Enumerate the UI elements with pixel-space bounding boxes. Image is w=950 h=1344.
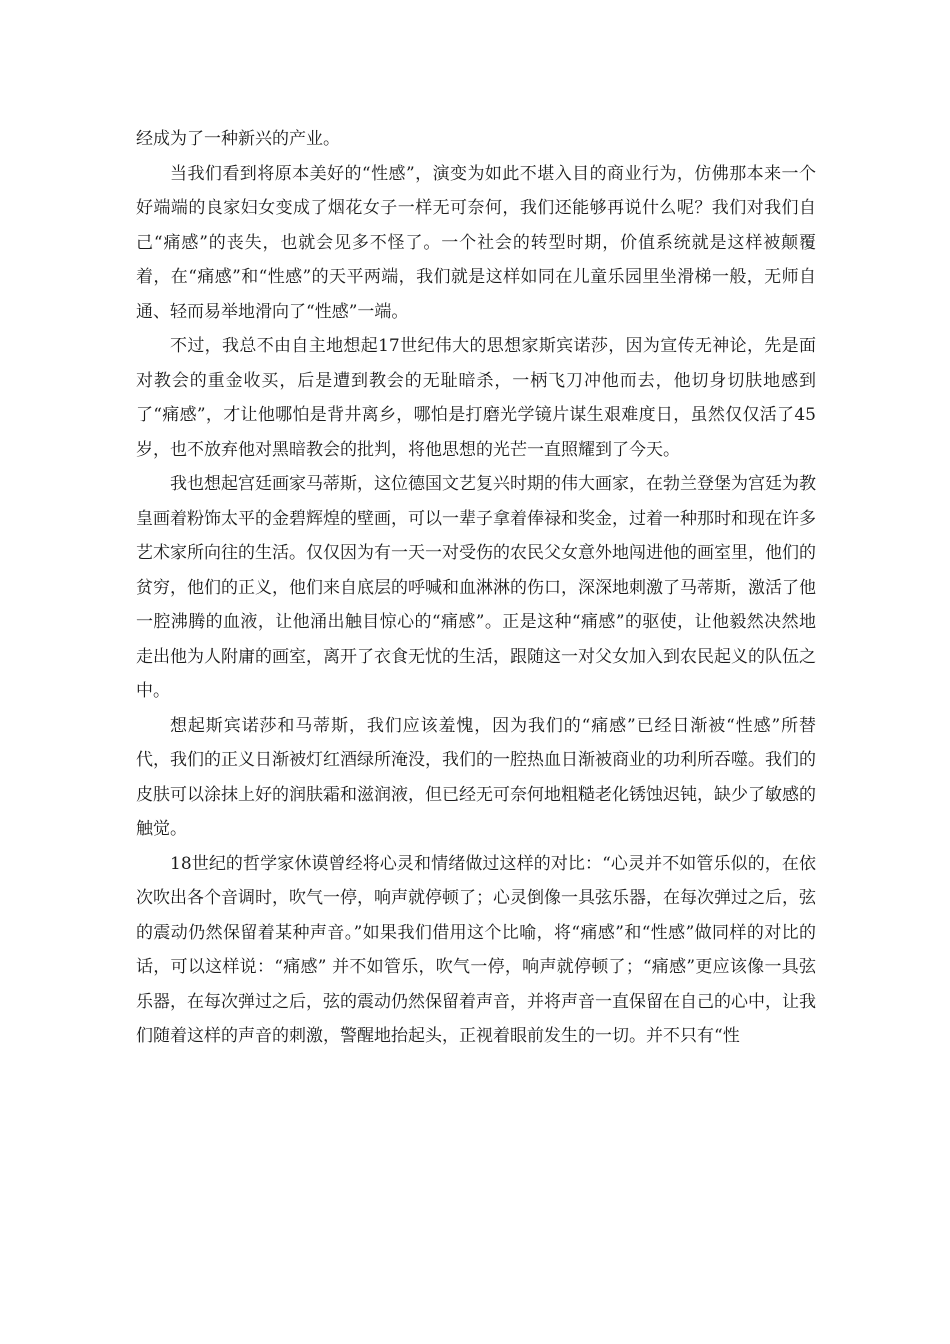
paragraph: 当我们看到将原本美好的“性感”，演变为如此不堪入目的商业行为，仿佛那本来一个好端端的良家妇女变成了烟花女子一样无可奈何，我们还能够再说什么呢？我们对我们自己“痛感”的丧失，也就会见多不怪了。一个社会的转型时期，价值系统就是这样被颠覆着，在“痛感”和“性感”的天平两端，我们就是这样如同在儿童乐园里坐滑梯一般，无师自通、轻而易举地滑向了“性感”一端。 (136, 163, 816, 322)
paragraph-continued: 经成为了一种新兴的产业。 (136, 129, 340, 149)
paragraph: 18世纪的哲学家休谟曾经将心灵和情绪做过这样的对比：“心灵并不如管乐似的，在依次吹出各个音调时，吹气一停，响声就停顿了；心灵倒像一具弦乐器，在每次弹过之后，弦的震动仍然保留着某种声音。”如果我们借用这个比喻，将“痛感”和“性感”做同样的对比的话，可以这样说：“痛感” 并不如管乐，吹气一停，响声就停顿了；“痛感”更应该像一具弦乐器，在每次弹过之后，弦的震动仍然保留着声音，并将声音一直保留在自己的心中，让我们随着这样的声音的刺激，警醒地抬起头，正视着眼前发生的一切。并不只有“性 (136, 853, 816, 1046)
paragraph: 不过，我总不由自主地想起17世纪伟大的思想家斯宾诺莎，因为宣传无神论，先是面对教会的重金收买，后是遭到教会的无耻暗杀，一柄飞刀冲他而去，他切身切肤地感到了“痛感”，才让他哪怕是背井离乡，哪怕是打磨光学镜片谋生艰难度日，虽然仅仅活了45岁，也不放弃他对黑暗教会的批判，将他思想的光芒一直照耀到了今天。 (136, 336, 816, 460)
paragraph: 我也想起宫廷画家马蒂斯，这位德国文艺复兴时期的伟大画家，在勃兰登堡为宫廷为教皇画着粉饰太平的金碧辉煌的壁画，可以一辈子拿着俸禄和奖金，过着一种那时和现在许多艺术家所向往的生活。仅仅因为有一天一对受伤的农民父女意外地闯进他的画室里，他们的贫穷，他们的正义，他们来自底层的呼喊和血淋淋的伤口，深深地刺激了马蒂斯，激活了他一腔沸腾的血液，让他涌出触目惊心的“痛感”。正是这种“痛感”的驱使，让他毅然决然地走出他为人附庸的画室，离开了衣食无忧的生活，跟随这一对父女加入到农民起义的队伍之中。 (136, 474, 816, 701)
paragraph: 想起斯宾诺莎和马蒂斯，我们应该羞愧，因为我们的“痛感”已经日渐被“性感”所替代，我们的正义日渐被灯红酒绿所淹没，我们的一腔热血日渐被商业的功利所吞噬。我们的皮肤可以涂抹上好的润肤霜和滋润液，但已经无可奈何地粗糙老化锈蚀迟钝，缺少了敏感的触觉。 (136, 715, 816, 839)
document-body (136, 122, 816, 1054)
